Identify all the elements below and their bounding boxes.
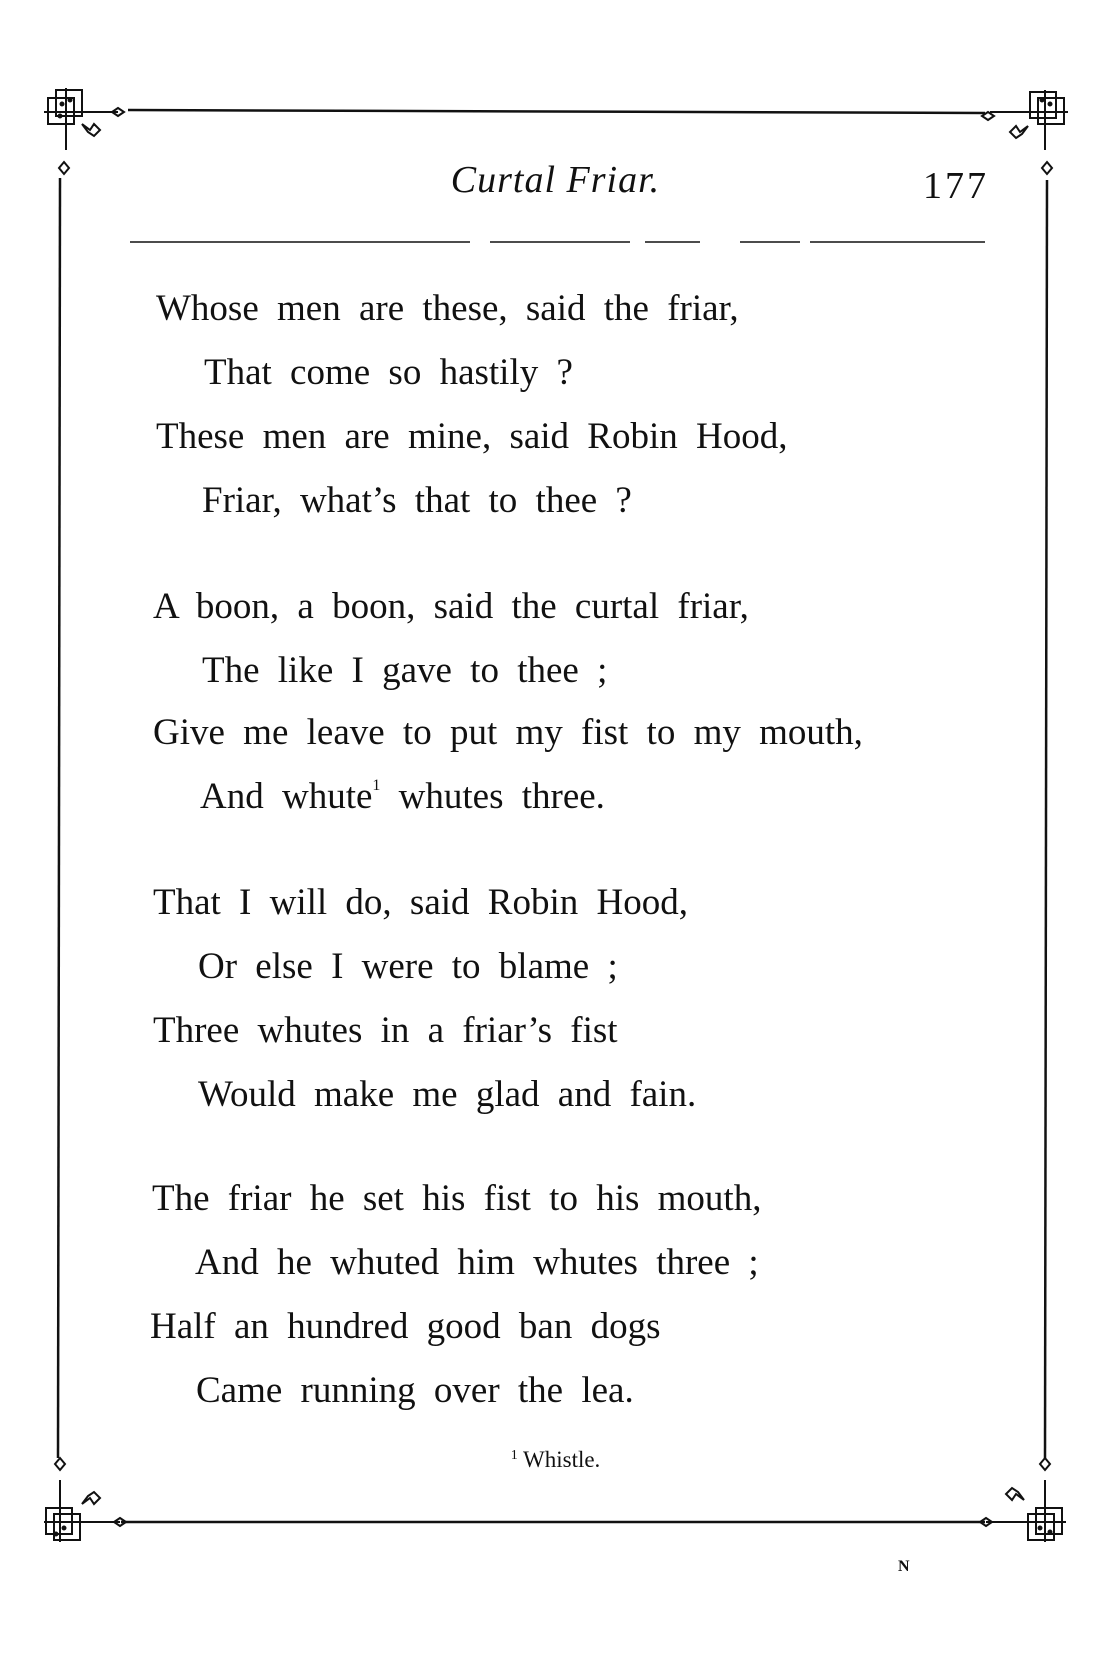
page-number: 177 bbox=[923, 165, 989, 207]
poem-line: And he whuted him whutes three ; bbox=[195, 1242, 759, 1283]
poem-line: Would make me glad and fain. bbox=[198, 1074, 697, 1115]
poem-line: A boon, a boon, said the curtal friar, bbox=[153, 586, 749, 627]
poem-line-text: And whute bbox=[200, 776, 373, 817]
footnote-marker: 1 bbox=[510, 1448, 518, 1463]
running-title: Curtal Friar. bbox=[450, 159, 661, 201]
footnote-text: Whistle. bbox=[517, 1447, 601, 1472]
poem-line: Three whutes in a friar’s fist bbox=[153, 1010, 618, 1051]
poem-line: These men are mine, said Robin Hood, bbox=[156, 416, 788, 457]
poem-line: Half an hundred good ban dogs bbox=[150, 1306, 661, 1347]
footnote-reference: 1 bbox=[372, 777, 381, 794]
poem-line: Or else I were to blame ; bbox=[198, 946, 618, 987]
poem-line: Whose men are these, said the friar, bbox=[156, 288, 739, 329]
poem-line: Give me leave to put my fist to my mouth, bbox=[153, 712, 863, 753]
footnote bbox=[0, 1447, 1111, 1473]
poem-line: That come so hastily ? bbox=[204, 352, 573, 393]
signature-mark: N bbox=[898, 1558, 911, 1575]
poem-line-text: whutes three. bbox=[380, 776, 605, 817]
poem-line: The like I gave to thee ; bbox=[202, 650, 608, 691]
poem-line-with-footnote bbox=[200, 778, 605, 815]
poem-line: The friar he set his fist to his mouth, bbox=[152, 1178, 762, 1219]
poem-line: That I will do, said Robin Hood, bbox=[153, 882, 688, 923]
poem-line: Friar, what’s that to thee ? bbox=[202, 480, 632, 521]
poem-line: Came running over the lea. bbox=[196, 1370, 634, 1411]
